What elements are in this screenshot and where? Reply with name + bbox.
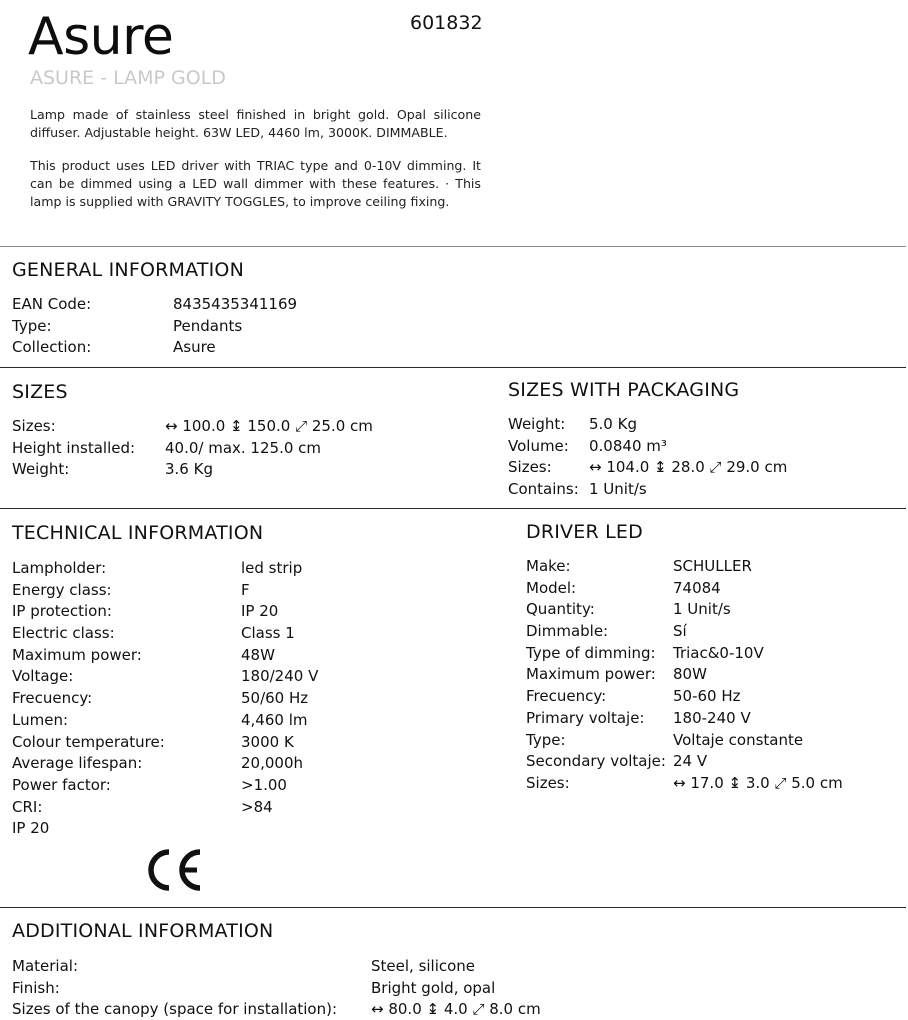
ip-rating-note: IP 20	[12, 819, 50, 838]
value: Sí	[673, 622, 687, 641]
value: 50/60 Hz	[241, 689, 309, 708]
value: Asure	[173, 338, 216, 357]
info-row	[12, 818, 482, 840]
value: 1 Unit/s	[589, 480, 647, 499]
divider	[0, 246, 906, 247]
info-row	[508, 414, 898, 436]
sizes-title: SIZES	[12, 381, 68, 403]
info-row	[12, 558, 482, 580]
value: ↔ 104.0 ↨ 28.0 ⤢ 29.0 cm	[589, 458, 788, 477]
label: Dimmable:	[526, 622, 609, 641]
label: Maximum power:	[12, 645, 142, 664]
general-info-title: GENERAL INFORMATION	[12, 259, 244, 281]
info-row	[12, 956, 612, 978]
label: Energy class:	[12, 580, 112, 599]
label: Lumen:	[12, 710, 69, 729]
technical-info-list	[12, 558, 482, 840]
value: Steel, silicone	[371, 957, 476, 975]
label: Sizes of the canopy (space for installation):	[12, 1000, 338, 1019]
info-row	[526, 643, 901, 665]
label: EAN Code:	[12, 295, 92, 313]
info-row	[12, 316, 412, 338]
info-row	[12, 294, 412, 316]
info-row	[12, 999, 612, 1020]
info-row	[526, 708, 901, 730]
label: Electric class:	[12, 624, 115, 643]
driver-led-list	[526, 556, 901, 795]
info-row	[526, 686, 901, 708]
label: Material:	[12, 957, 78, 975]
label: Collection:	[12, 338, 92, 357]
value: 20,000h	[241, 754, 303, 773]
info-row	[526, 621, 901, 643]
label: Colour temperature:	[12, 732, 165, 751]
packaging-list	[508, 414, 898, 501]
value: Class 1	[241, 624, 295, 643]
info-row	[12, 775, 482, 797]
label: Lampholder:	[12, 559, 107, 577]
driver-led-title: DRIVER LED	[526, 521, 643, 543]
info-row	[12, 797, 482, 819]
label: Height installed:	[12, 438, 136, 457]
info-row	[12, 459, 482, 481]
info-row	[526, 751, 901, 773]
general-info-list	[12, 294, 412, 359]
value: 50-60 Hz	[673, 687, 741, 706]
product-subtitle: ASURE - LAMP GOLD	[30, 67, 226, 89]
info-row	[12, 416, 482, 438]
product-driver-note: This product uses LED driver with TRIAC type and 0-10V dimming. It can be dimmed using a LED wall dimmer with these features. · This lamp is supplied with GRAVITY TOGGLES, to improve ceiling fixing.	[30, 158, 481, 209]
value: 40.0/ max. 125.0 cm	[165, 438, 322, 457]
info-row	[12, 438, 482, 460]
label: Maximum power:	[526, 665, 656, 684]
value: >1.00	[241, 775, 287, 794]
label: Sizes:	[526, 773, 570, 792]
value: 48W	[241, 645, 275, 664]
value: >84	[241, 797, 273, 816]
packaging-title: SIZES WITH PACKAGING	[508, 379, 740, 401]
label: Secondary voltaje:	[526, 752, 666, 771]
value: 24 V	[673, 752, 708, 771]
info-row	[12, 978, 612, 1000]
label: Average lifespan:	[12, 754, 143, 773]
info-row	[508, 436, 898, 458]
value: 4,460 lm	[241, 710, 308, 729]
value: 1 Unit/s	[673, 600, 731, 619]
label: Contains:	[508, 480, 579, 499]
info-row	[12, 666, 482, 688]
value: 0.0840 m³	[589, 436, 667, 455]
label: Finish:	[12, 978, 60, 997]
value: ↔ 100.0 ↨ 150.0 ⤢ 25.0 cm	[165, 417, 373, 435]
divider	[0, 508, 906, 509]
divider	[0, 907, 906, 908]
label: Type of dimming:	[526, 643, 656, 662]
value: led strip	[241, 559, 303, 577]
info-row	[12, 732, 482, 754]
info-row	[526, 599, 901, 621]
additional-info-list	[12, 956, 612, 1020]
info-row	[12, 601, 482, 623]
value: 3000 K	[241, 732, 294, 751]
label: Type:	[12, 316, 52, 335]
value: 80W	[673, 665, 707, 684]
info-row	[526, 773, 901, 795]
label: Sizes:	[508, 458, 552, 477]
value: 3.6 Kg	[165, 460, 213, 479]
divider	[0, 367, 906, 368]
value: 74084	[673, 578, 721, 597]
product-title: Asure	[28, 7, 174, 67]
label: Make:	[526, 557, 571, 575]
info-row	[12, 337, 412, 359]
label: IP protection:	[12, 602, 112, 621]
info-row	[12, 753, 482, 775]
value: Voltaje constante	[673, 730, 804, 749]
info-row	[526, 664, 901, 686]
info-row	[12, 623, 482, 645]
technical-info-title: TECHNICAL INFORMATION	[12, 522, 264, 544]
value: ↔ 17.0 ↨ 3.0 ⤢ 5.0 cm	[673, 773, 843, 792]
label: Volume:	[508, 436, 569, 455]
value: Pendants	[173, 316, 243, 335]
ce-mark-icon	[142, 846, 204, 894]
info-row	[12, 710, 482, 732]
info-row	[526, 730, 901, 752]
value: IP 20	[241, 602, 279, 621]
product-description: Lamp made of stainless steel finished in bright gold. Opal silicone diffuser. Adjustable height. 63W LED, 4460 lm, 3000K. DIMMABLE.	[30, 107, 481, 140]
info-row	[526, 578, 901, 600]
sizes-list	[12, 416, 482, 481]
label: Quantity:	[526, 600, 595, 619]
info-row	[12, 645, 482, 667]
info-row	[508, 457, 898, 479]
value: 180-240 V	[673, 708, 751, 727]
value: SCHULLER	[673, 557, 752, 575]
value: ↔ 80.0 ↨ 4.0 ⤢ 8.0 cm	[371, 1000, 541, 1019]
value: 5.0 Kg	[589, 415, 637, 433]
label: Frecuency:	[526, 687, 607, 706]
value: Triac&0-10V	[673, 643, 764, 662]
label: Type:	[526, 730, 566, 749]
label: Sizes:	[12, 417, 56, 435]
value: F	[241, 580, 250, 599]
label: Power factor:	[12, 775, 111, 794]
info-row	[12, 580, 482, 602]
label: Weight:	[508, 415, 566, 433]
value: Bright gold, opal	[371, 978, 496, 997]
label: Model:	[526, 578, 577, 597]
label: CRI:	[12, 797, 43, 816]
label: Weight:	[12, 460, 70, 479]
label: Voltage:	[12, 667, 74, 686]
additional-info-title: ADDITIONAL INFORMATION	[12, 920, 274, 942]
info-row	[508, 479, 898, 501]
label: Primary voltaje:	[526, 708, 645, 727]
value: 8435435341169	[173, 295, 298, 313]
product-code: 601832	[410, 12, 483, 34]
info-row	[12, 688, 482, 710]
info-row	[526, 556, 901, 578]
value: 180/240 V	[241, 667, 319, 686]
label: Frecuency:	[12, 689, 93, 708]
